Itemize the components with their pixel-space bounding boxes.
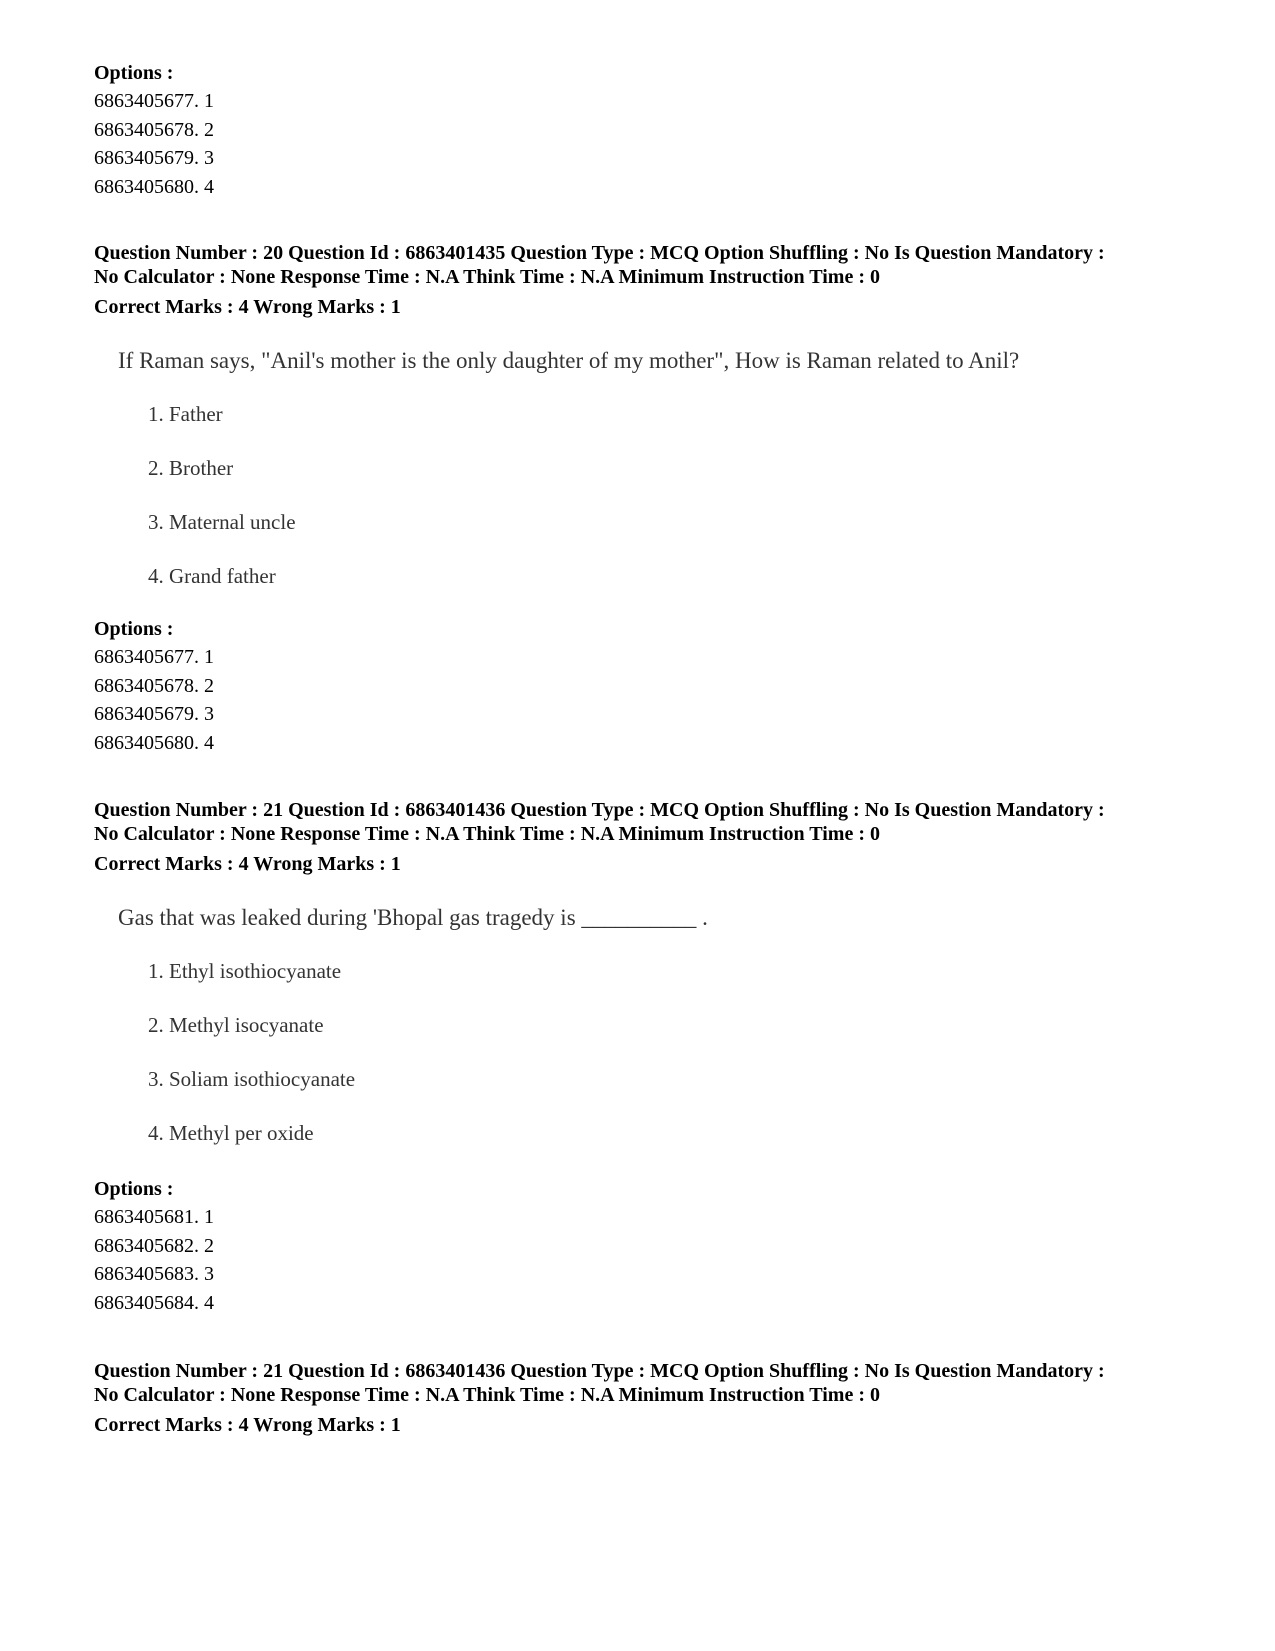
choice-item: 4. Grand father [148, 564, 276, 588]
options-list [94, 643, 214, 758]
option-item: 6863405683. 3 [94, 1263, 214, 1286]
choice-item: 3. Soliam isothiocyanate [148, 1067, 356, 1091]
options-label: Options : [94, 618, 174, 640]
option-item: 6863405678. 2 [94, 674, 214, 697]
question-meta [94, 1359, 1214, 1407]
option-item: 6863405677. 1 [94, 646, 214, 668]
option-item: 6863405679. 3 [94, 147, 214, 170]
option-item: 6863405682. 2 [94, 1234, 214, 1257]
question-meta-line: Question Number : 21 Question Id : 6863401436 Question Type : MCQ Option Shuffling : No Is Question Mandatory : [94, 799, 1105, 821]
choice-item: 1. Ethyl isothiocyanate [148, 959, 342, 983]
options-label: Options : [94, 62, 174, 84]
question-meta [94, 798, 1214, 846]
question-meta [94, 241, 1214, 289]
question-text: Gas that was leaked during 'Bhopal gas tragedy is __________ . [118, 905, 708, 930]
choice-item: 2. Methyl isocyanate [148, 1013, 324, 1037]
question-meta-line: No Calculator : None Response Time : N.A Think Time : N.A Minimum Instruction Time : 0 [94, 1384, 880, 1406]
question-meta-line: No Calculator : None Response Time : N.A Think Time : N.A Minimum Instruction Time : 0 [94, 823, 880, 845]
choice-item: 1. Father [148, 402, 223, 426]
option-item: 6863405679. 3 [94, 703, 214, 726]
options-list [94, 87, 214, 202]
choice-item: 4. Methyl per oxide [148, 1121, 314, 1145]
option-item: 6863405680. 4 [94, 176, 214, 199]
option-item: 6863405681. 1 [94, 1206, 214, 1228]
option-item: 6863405680. 4 [94, 732, 214, 755]
choice-item: 3. Maternal uncle [148, 510, 296, 534]
question-meta-line: No Calculator : None Response Time : N.A Think Time : N.A Minimum Instruction Time : 0 [94, 266, 880, 288]
option-item: 6863405684. 4 [94, 1292, 214, 1315]
question-meta-line: Question Number : 21 Question Id : 6863401436 Question Type : MCQ Option Shuffling : No Is Question Mandatory : [94, 1360, 1105, 1382]
option-item: 6863405677. 1 [94, 90, 214, 112]
question-text: If Raman says, "Anil's mother is the only daughter of my mother", How is Raman related to Anil? [118, 348, 1020, 373]
options-list [94, 1203, 214, 1318]
options-label: Options : [94, 1178, 174, 1200]
question-meta-line: Question Number : 20 Question Id : 6863401435 Question Type : MCQ Option Shuffling : No Is Question Mandatory : [94, 242, 1105, 264]
choice-item: 2. Brother [148, 456, 234, 480]
option-item: 6863405678. 2 [94, 118, 214, 141]
question-marks: Correct Marks : 4 Wrong Marks : 1 [94, 853, 401, 875]
question-marks: Correct Marks : 4 Wrong Marks : 1 [94, 296, 401, 318]
question-marks: Correct Marks : 4 Wrong Marks : 1 [94, 1414, 401, 1436]
